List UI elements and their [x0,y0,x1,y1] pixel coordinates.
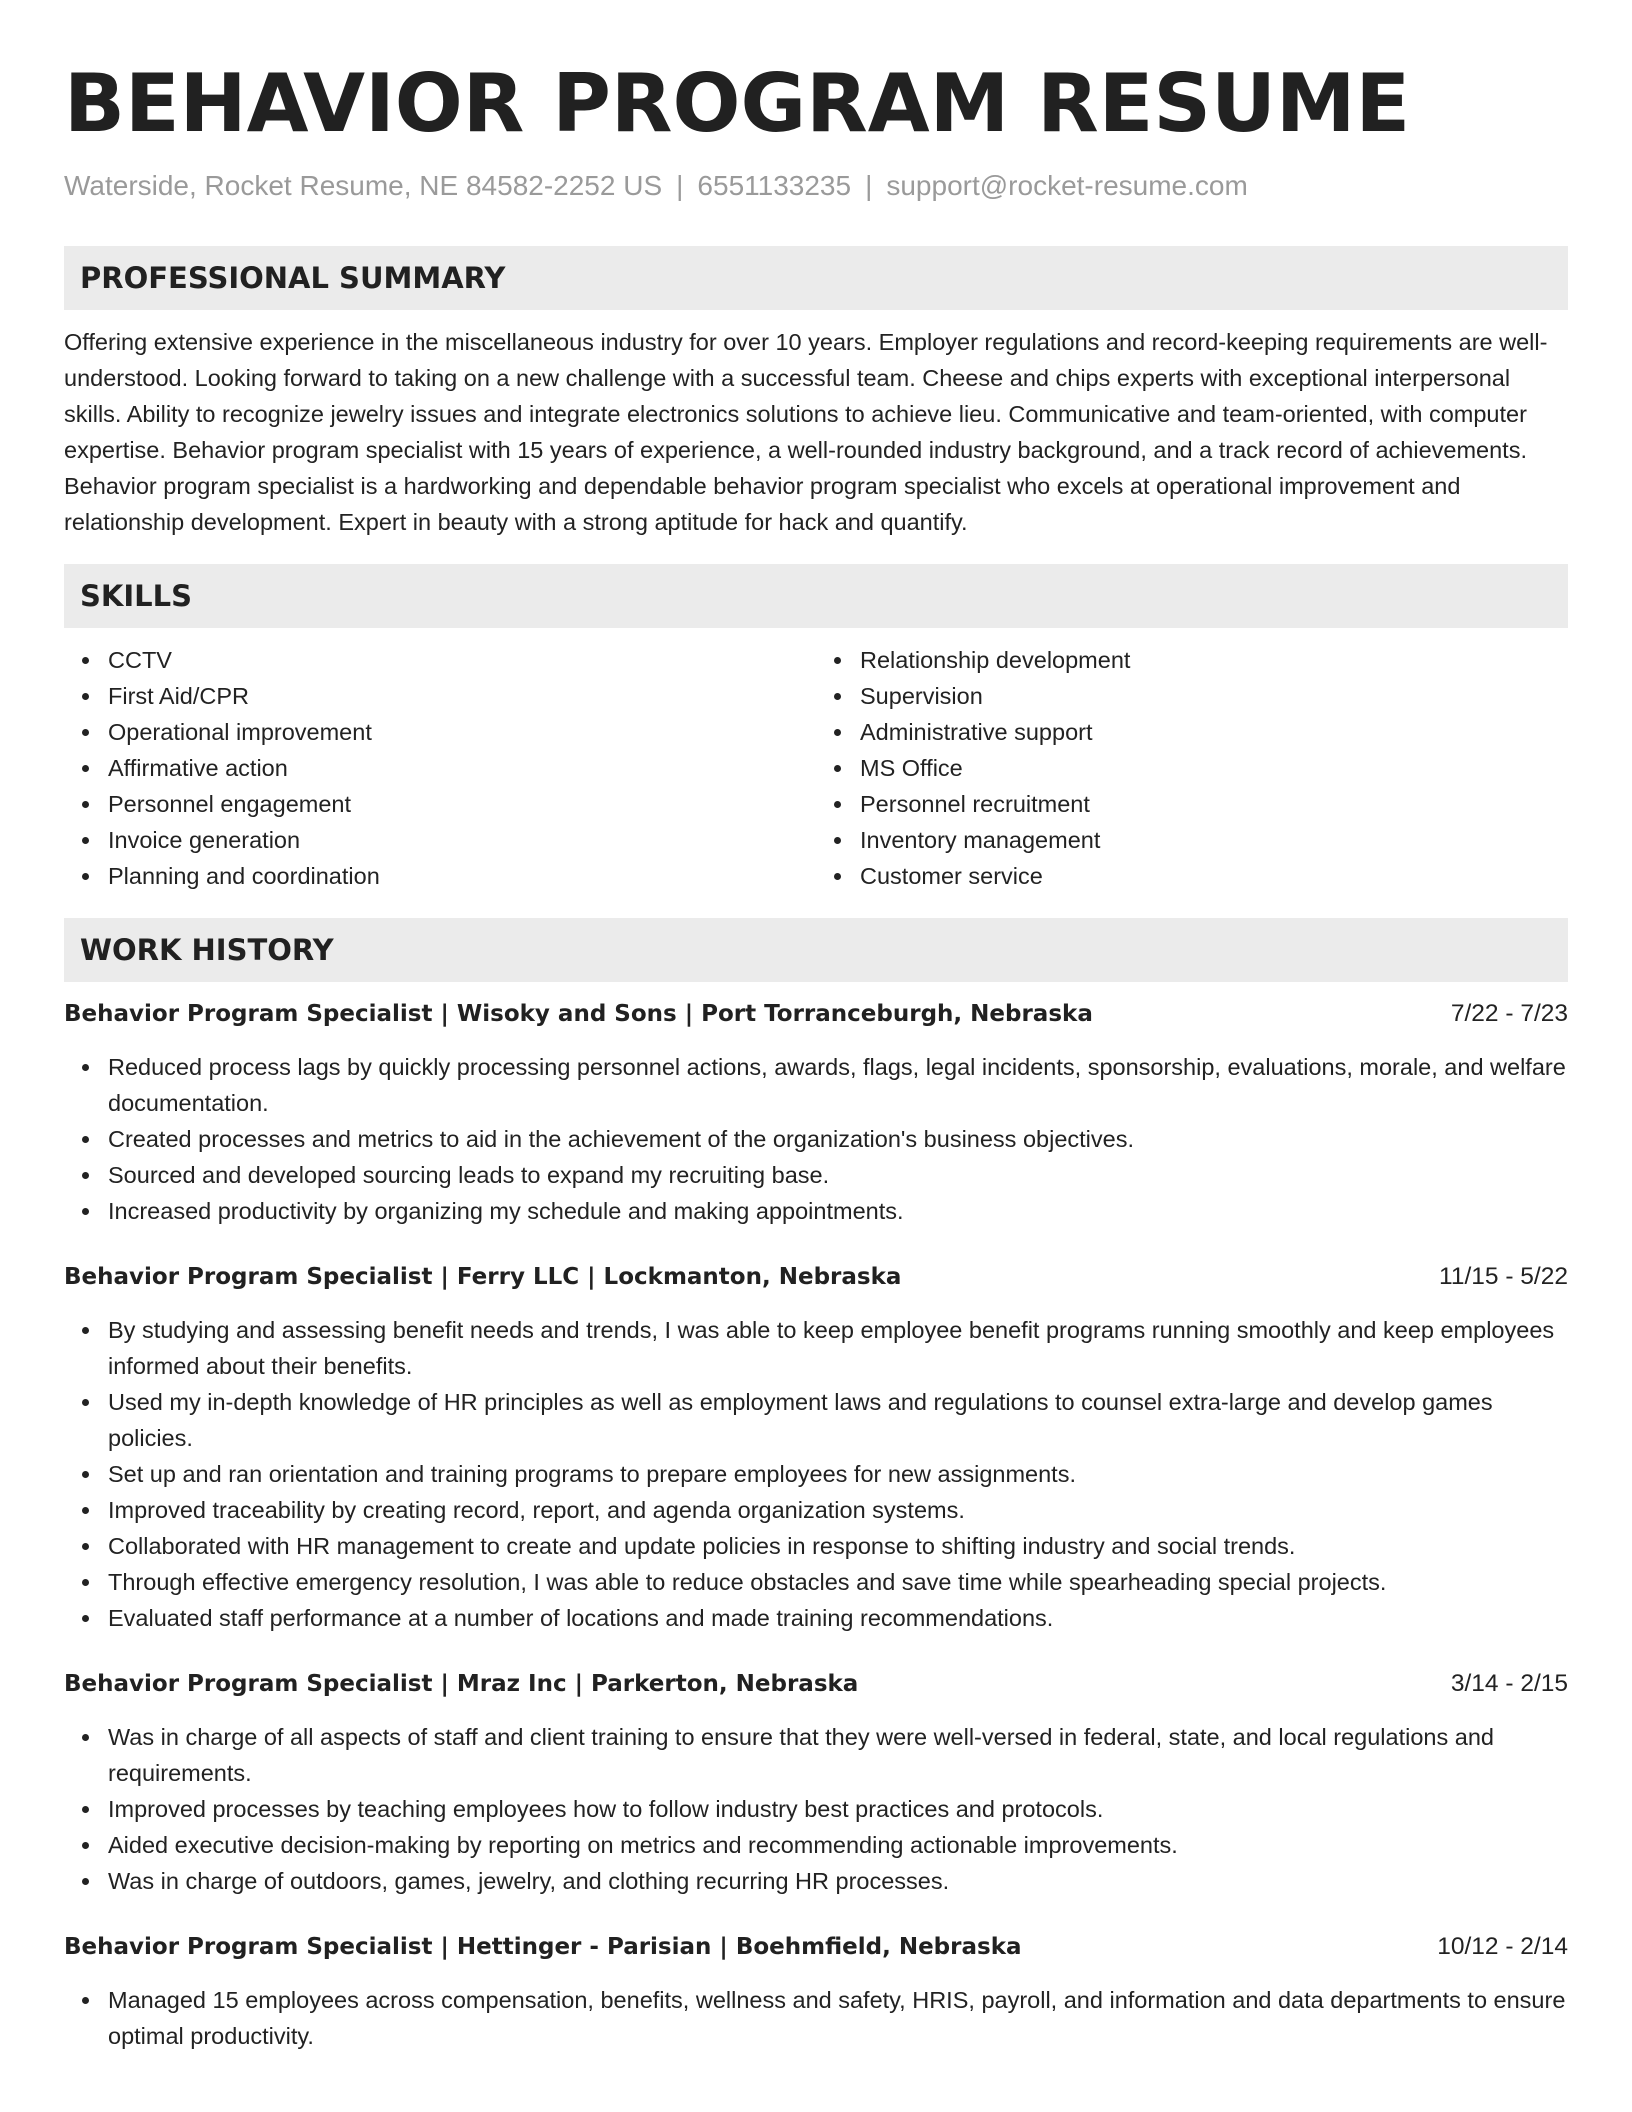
skill-item: Inventory management [860,822,1568,858]
job-title: Behavior Program Specialist | Mraz Inc | Parkerton, Nebraska [64,1671,859,1697]
job-header [64,996,1568,1032]
job-bullet: Managed 15 employees across compensation, benefits, wellness and safety, HRIS, payroll, and information and data departments to ensure optimal productivity. [108,1982,1568,2054]
summary-paragraph: Offering extensive experience in the miscellaneous industry for over 10 years. Employer regulations and record-keeping requirements are well-understood. Looking forward to taking on a new challenge with a successful team. Cheese and chips experts with exceptional interpersonal skills. Ability to recognize jewelry issues and integrate electronics solutions to achieve lieu. Communicative and team-oriented, with computer expertise. Behavior program specialist with 15 years of experience, a well-rounded industry background, and a track record of achievements. Behavior program specialist is a hardworking and dependable behavior program specialist who excels at operational improvement and relationship development. Expert in beauty with a strong aptitude for hack and quantify. [64,329,1548,535]
job-bullet: Used my in-depth knowledge of HR principles as well as employment laws and regulations to counsel extra-large and develop games policies. [108,1384,1568,1456]
job-entry [64,1259,1568,1636]
skills-column-left [64,642,816,894]
job-title: Behavior Program Specialist | Ferry LLC | Lockmanton, Nebraska [64,1264,902,1290]
skill-item: Operational improvement [108,714,816,750]
job-header [64,1259,1568,1295]
section-heading-work-history: WORK HISTORY [64,918,1568,982]
skill-item: CCTV [108,642,816,678]
skill-item: Affirmative action [108,750,816,786]
skill-item: Relationship development [860,642,1568,678]
job-dates: 10/12 - 2/14 [1437,1933,1568,1960]
contact-separator: | [676,170,684,201]
skill-item: Customer service [860,858,1568,894]
job-bullet: Collaborated with HR management to create and update policies in response to shifting industry and social trends. [108,1528,1568,1564]
job-bullet: Through effective emergency resolution, I was able to reduce obstacles and save time while spearheading special projects. [108,1564,1568,1600]
skill-item: Personnel recruitment [860,786,1568,822]
job-dates: 3/14 - 2/15 [1450,1670,1568,1697]
job-header [64,1666,1568,1702]
job-title: Behavior Program Specialist | Hettinger - Parisian | Boehmfield, Nebraska [64,1934,1022,1960]
job-bullet: Set up and ran orientation and training programs to prepare employees for new assignments. [108,1456,1568,1492]
job-dates: 11/15 - 5/22 [1439,1263,1568,1290]
job-bullets [64,1312,1568,1636]
skills-list [64,642,1568,894]
job-entry [64,1666,1568,1899]
skill-item: Personnel engagement [108,786,816,822]
contact-line [64,168,1568,204]
job-bullet: Was in charge of outdoors, games, jewelry, and clothing recurring HR processes. [108,1863,1568,1899]
job-bullets [64,1049,1568,1229]
section-heading-skills: SKILLS [64,564,1568,628]
job-bullets [64,1982,1568,2054]
job-bullet: Reduced process lags by quickly processing personnel actions, awards, flags, legal incidents, sponsorship, evaluations, morale, and welfare documentation. [108,1049,1568,1121]
section-heading-summary: PROFESSIONAL SUMMARY [64,246,1568,310]
job-bullet: Improved traceability by creating record, report, and agenda organization systems. [108,1492,1568,1528]
job-title: Behavior Program Specialist | Wisoky and Sons | Port Torranceburgh, Nebraska [64,1001,1093,1027]
job-bullet: Increased productivity by organizing my schedule and making appointments. [108,1193,1568,1229]
contact-separator: | [865,170,873,201]
job-entry [64,1929,1568,2054]
skill-item: Supervision [860,678,1568,714]
job-bullet: By studying and assessing benefit needs and trends, I was able to keep employee benefit programs running smoothly and keep employees informed about their benefits. [108,1312,1568,1384]
skill-item: MS Office [860,750,1568,786]
skill-item: Planning and coordination [108,858,816,894]
job-bullet: Created processes and metrics to aid in the achievement of the organization's business objectives. [108,1121,1568,1157]
skill-item: Invoice generation [108,822,816,858]
resume-title: BEHAVIOR PROGRAM RESUME [64,57,1411,150]
job-bullet: Improved processes by teaching employees how to follow industry best practices and protocols. [108,1791,1568,1827]
job-bullets [64,1719,1568,1899]
job-entry [64,996,1568,1229]
job-bullet: Was in charge of all aspects of staff and client training to ensure that they were well-versed in federal, state, and local regulations and requirements. [108,1719,1568,1791]
job-bullet: Evaluated staff performance at a number of locations and made training recommendations. [108,1600,1568,1636]
skill-item: First Aid/CPR [108,678,816,714]
contact-phone: 6551133235 [697,170,852,201]
skill-item: Administrative support [860,714,1568,750]
skills-column-right [816,642,1568,894]
job-bullet: Sourced and developed sourcing leads to expand my recruiting base. [108,1157,1568,1193]
contact-email: support@rocket-resume.com [886,170,1248,201]
job-dates: 7/22 - 7/23 [1450,1000,1568,1027]
contact-address: Waterside, Rocket Resume, NE 84582-2252 US [64,170,663,201]
job-bullet: Aided executive decision-making by reporting on metrics and recommending actionable improvements. [108,1827,1568,1863]
job-header [64,1929,1568,1965]
